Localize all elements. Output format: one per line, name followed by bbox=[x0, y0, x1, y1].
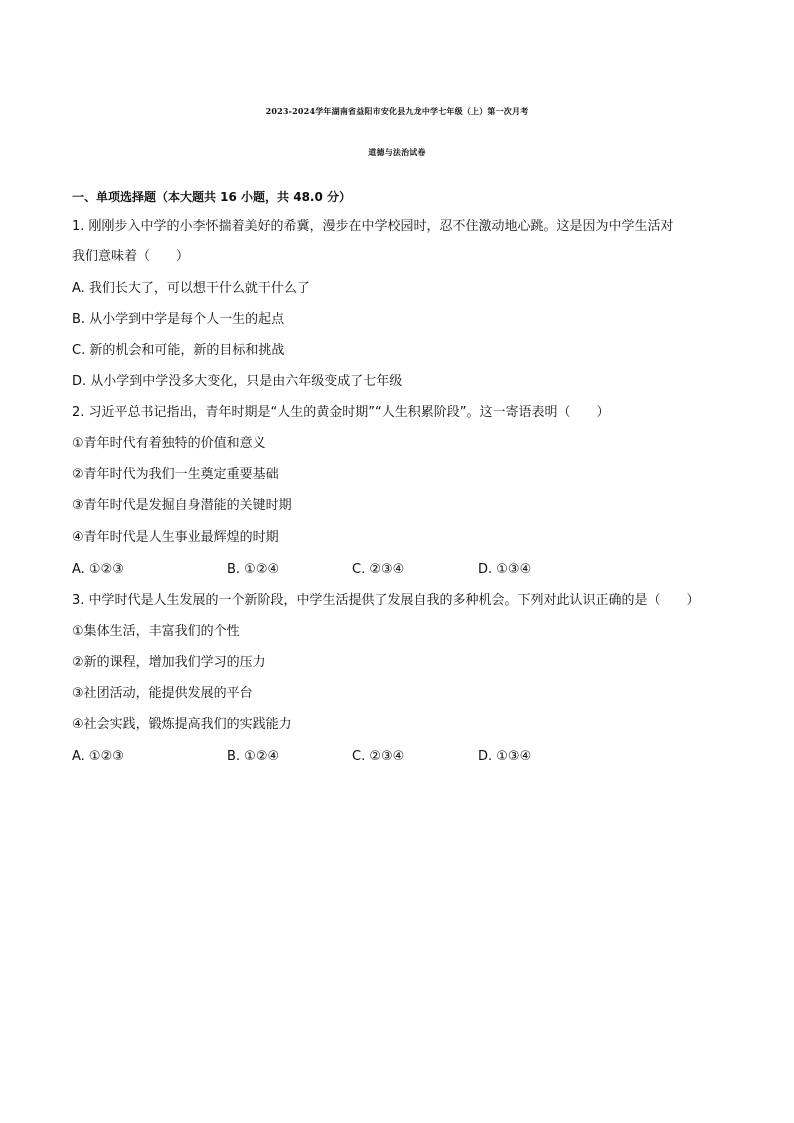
exam-title-line-1: 2023-2024学年湖南省益阳市安化县九龙中学七年级（上）第一次月考 bbox=[265, 106, 529, 116]
q3-item-3: ③社团活动，能提供发展的平台 bbox=[72, 686, 253, 701]
q1-option-b: B. 从小学到中学是每个人一生的起点 bbox=[72, 312, 285, 327]
q2-options-row bbox=[0, 562, 794, 578]
q2-item-3: ③青年时代是发掘自身潜能的关键时期 bbox=[72, 498, 292, 513]
exam-title-line-2: 道德与法治试卷 bbox=[368, 147, 426, 157]
q3-item-2: ②新的课程，增加我们学习的压力 bbox=[72, 655, 266, 670]
q3-stem: 3. 中学时代是人生发展的一个新阶段，中学生活提供了发展自我的多种机会。下列对此认识正确的是（ ） bbox=[72, 593, 700, 608]
q2-option-c: C. ②③④ bbox=[352, 562, 405, 577]
q2-option-d: D. ①③④ bbox=[478, 562, 532, 577]
q3-option-b: B. ①②④ bbox=[227, 749, 280, 764]
q3-option-d: D. ①③④ bbox=[478, 749, 532, 764]
q2-option-b: B. ①②④ bbox=[227, 562, 280, 577]
section-heading: 一、单项选择题（本大题共 16 小题，共 48.0 分） bbox=[72, 190, 352, 204]
q1-option-a: A. 我们长大了，可以想干什么就干什么了 bbox=[72, 281, 310, 296]
q2-item-4: ④青年时代是人生事业最辉煌的时期 bbox=[72, 530, 279, 545]
q1-option-d: D. 从小学到中学没多大变化，只是由六年级变成了七年级 bbox=[72, 374, 403, 389]
q3-item-1: ①集体生活，丰富我们的个性 bbox=[72, 624, 240, 639]
q2-item-2: ②青年时代为我们一生奠定重要基础 bbox=[72, 467, 279, 482]
q1-option-c: C. 新的机会和可能，新的目标和挑战 bbox=[72, 343, 285, 358]
q3-option-c: C. ②③④ bbox=[352, 749, 405, 764]
q1-stem-line-2: 我们意味着（ ） bbox=[72, 249, 190, 264]
q2-item-1: ①青年时代有着独特的价值和意义 bbox=[72, 436, 266, 451]
q3-options-row bbox=[0, 749, 794, 765]
q2-stem: 2. 习近平总书记指出，青年时期是“人生的黄金时期”“人生积累阶段”。这一寄语表明（ ） bbox=[72, 405, 610, 420]
q3-option-a: A. ①②③ bbox=[72, 749, 124, 764]
q3-item-4: ④社会实践，锻炼提高我们的实践能力 bbox=[72, 717, 292, 732]
q2-option-a: A. ①②③ bbox=[72, 562, 124, 577]
q1-stem-line-1: 1. 刚刚步入中学的小李怀揣着美好的希冀，漫步在中学校园时，忍不住激动地心跳。这是因为中学生活对 bbox=[72, 219, 674, 234]
